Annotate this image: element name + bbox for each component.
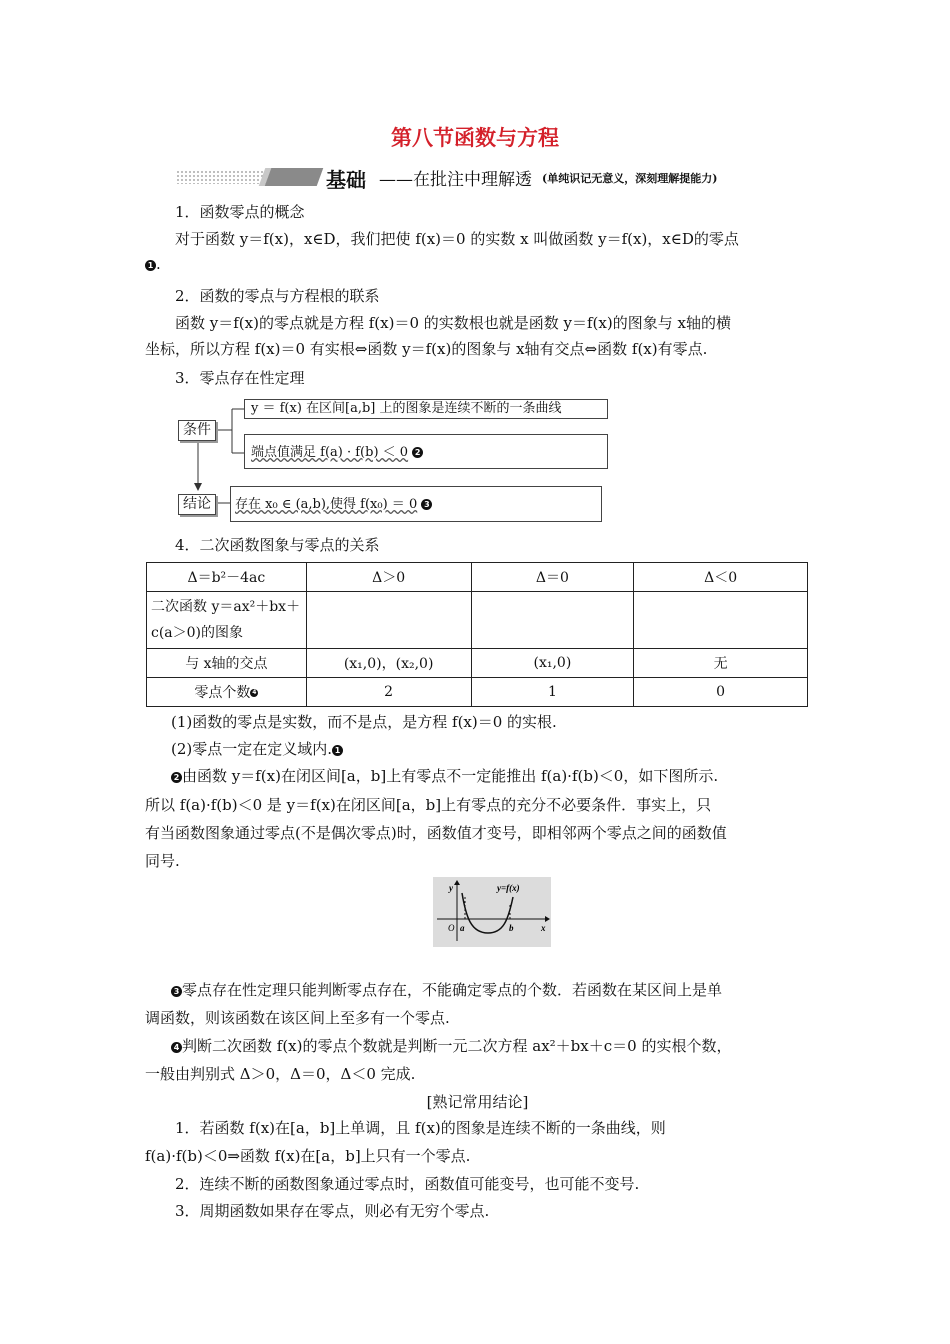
conclusion-1a: 1．若函数 f(x)在[a，b]上单调，且 f(x)的图象是连续不断的一条曲线，则 <box>175 1119 666 1137</box>
note-3a-line <box>145 766 836 786</box>
note-5b: 一般由判别式 Δ＞0，Δ＝0，Δ＜0 完成. <box>145 1065 416 1083</box>
conclusion-label: 结论 <box>178 494 216 515</box>
s1-heading: 1．函数零点的概念 <box>175 203 305 221</box>
table-cell: 2 <box>306 678 471 707</box>
graph-a: a <box>460 923 465 933</box>
note-3d: 同号. <box>145 852 180 870</box>
table-cell: Δ＝b²－4ac <box>147 563 307 592</box>
condition-2: 端点值满足 f(a) · f(b) ＜ 0 <box>251 445 409 460</box>
s4-heading: 4．二次函数图象与零点的关系 <box>175 536 380 554</box>
marker-1: 1 <box>145 260 156 271</box>
banner-bar <box>265 168 324 186</box>
s2-text1: 函数 y＝f(x)的零点就是方程 f(x)＝0 的实数根也就是函数 y＝f(x)的图象与 x轴的横 <box>175 314 731 332</box>
note-1: (1)函数的零点是实数，而不是点，是方程 f(x)＝0 的实根. <box>171 713 557 731</box>
conclusion-box <box>230 486 602 522</box>
note-5a-line <box>145 1036 836 1056</box>
table-cell: Δ＝0 <box>471 563 634 592</box>
s1-text2: . <box>156 255 161 273</box>
s2-text2: 坐标，所以方程 f(x)＝0 有实根⇔函数 y＝f(x)的图象与 x轴有交点⇔函数 f(x)有零点. <box>145 340 708 358</box>
table-row <box>147 678 808 707</box>
table-row <box>147 592 808 649</box>
table-cell: Δ＞0 <box>306 563 471 592</box>
note-2-line <box>145 739 836 759</box>
condition-label: 条件 <box>178 420 216 441</box>
banner-note: (单纯识记无意义，深刻理解提能力) <box>542 172 718 185</box>
table-row <box>147 563 808 592</box>
condition-2-box <box>244 434 608 469</box>
s1-text2-line <box>145 254 810 274</box>
marker-4b: 4 <box>171 1042 182 1053</box>
graph-origin: O <box>448 923 455 933</box>
graph-b: b <box>509 923 514 933</box>
marker-3: 3 <box>421 499 432 510</box>
zero-count-label: 零点个数 <box>194 685 251 701</box>
table-row <box>147 649 808 678</box>
table-cell <box>471 592 634 649</box>
note-3b: 所以 f(a)·f(b)＜0 是 y＝f(x)在闭区间[a，b]上有零点的充分不必要条件．事实上，只 <box>145 796 712 814</box>
table-cell <box>147 678 307 707</box>
note-5a: 判断二次函数 f(x)的零点个数就是判断一元二次方程 ax²＋bx＋c＝0 的实根个数， <box>182 1037 732 1055</box>
s1-text1: 对于函数 y＝f(x)，x∈D，我们把使 f(x)＝0 的实数 x 叫做函数 y＝f(x)，x∈D的零点 <box>175 230 739 248</box>
note-3a: 由函数 y＝f(x)在闭区间[a，b]上有零点不一定能推出 f(a)·f(b)＜0，如下图所示. <box>182 767 719 785</box>
table-cell: 与 x轴的交点 <box>147 649 307 678</box>
table-cell: 1 <box>471 678 634 707</box>
conclusion-3: 3．周期函数如果存在零点，则必有无穷个零点. <box>175 1202 490 1220</box>
marker-4-table: 4 <box>252 689 257 696</box>
conclusions-heading: [熟记常用结论] <box>426 1093 529 1111</box>
table-cell: (x₁,0) <box>471 649 634 678</box>
conclusion-text: 存在 x₀ ∈ (a,b),使得 f(x₀) ＝ 0 <box>235 497 418 512</box>
s2-heading: 2．函数的零点与方程根的联系 <box>175 287 380 305</box>
marker-2: 2 <box>412 447 423 458</box>
marker-1b: 1 <box>332 745 343 756</box>
marker-2b: 2 <box>171 772 182 783</box>
banner-subtitle: ——在批注中理解透 <box>379 170 532 190</box>
zero-table <box>146 562 808 707</box>
table-cell: 无 <box>634 649 808 678</box>
note-4a-line <box>145 980 836 1000</box>
conclusion-1b: f(a)·f(b)＜0⇒函数 f(x)在[a，b]上只有一个零点. <box>145 1147 471 1165</box>
table-cell: 二次函数 y＝ax²＋bx＋c(a＞0)的图象 <box>147 592 307 649</box>
note-3c: 有当函数图象通过零点(不是偶次零点)时，函数值才变号，即相邻两个零点之间的函数值 <box>145 824 727 842</box>
banner-head: 基础 <box>326 168 366 192</box>
banner-dots <box>176 170 268 184</box>
s3-heading: 3．零点存在性定理 <box>175 369 305 387</box>
conclusion-2: 2．连续不断的函数图象通过零点时，函数值可能变号，也可能不变号. <box>175 1175 640 1193</box>
graph-func-label: y=f(x) <box>497 883 520 893</box>
marker-3b: 3 <box>171 986 182 997</box>
note-4b: 调函数，则该函数在该区间上至多有一个零点. <box>145 1009 450 1027</box>
table-cell: (x₁,0)，(x₂,0) <box>306 649 471 678</box>
condition-1: y ＝ f(x) 在区间[a,b] 上的图象是连续不断的一条曲线 <box>244 399 608 419</box>
table-cell: Δ＜0 <box>634 563 808 592</box>
note-4a: 零点存在性定理只能判断零点存在，不能确定零点的个数．若函数在某区间上是单 <box>182 981 723 999</box>
table-cell: 0 <box>634 678 808 707</box>
note-2: (2)零点一定在定义域内. <box>171 740 333 758</box>
table-cell <box>306 592 471 649</box>
table-cell <box>634 592 808 649</box>
zero-graph <box>433 877 551 947</box>
graph-x-label: x <box>541 923 546 933</box>
graph-y-label: y <box>449 883 453 893</box>
page-title: 第八节函数与方程 <box>391 126 559 150</box>
section-banner <box>176 164 810 192</box>
